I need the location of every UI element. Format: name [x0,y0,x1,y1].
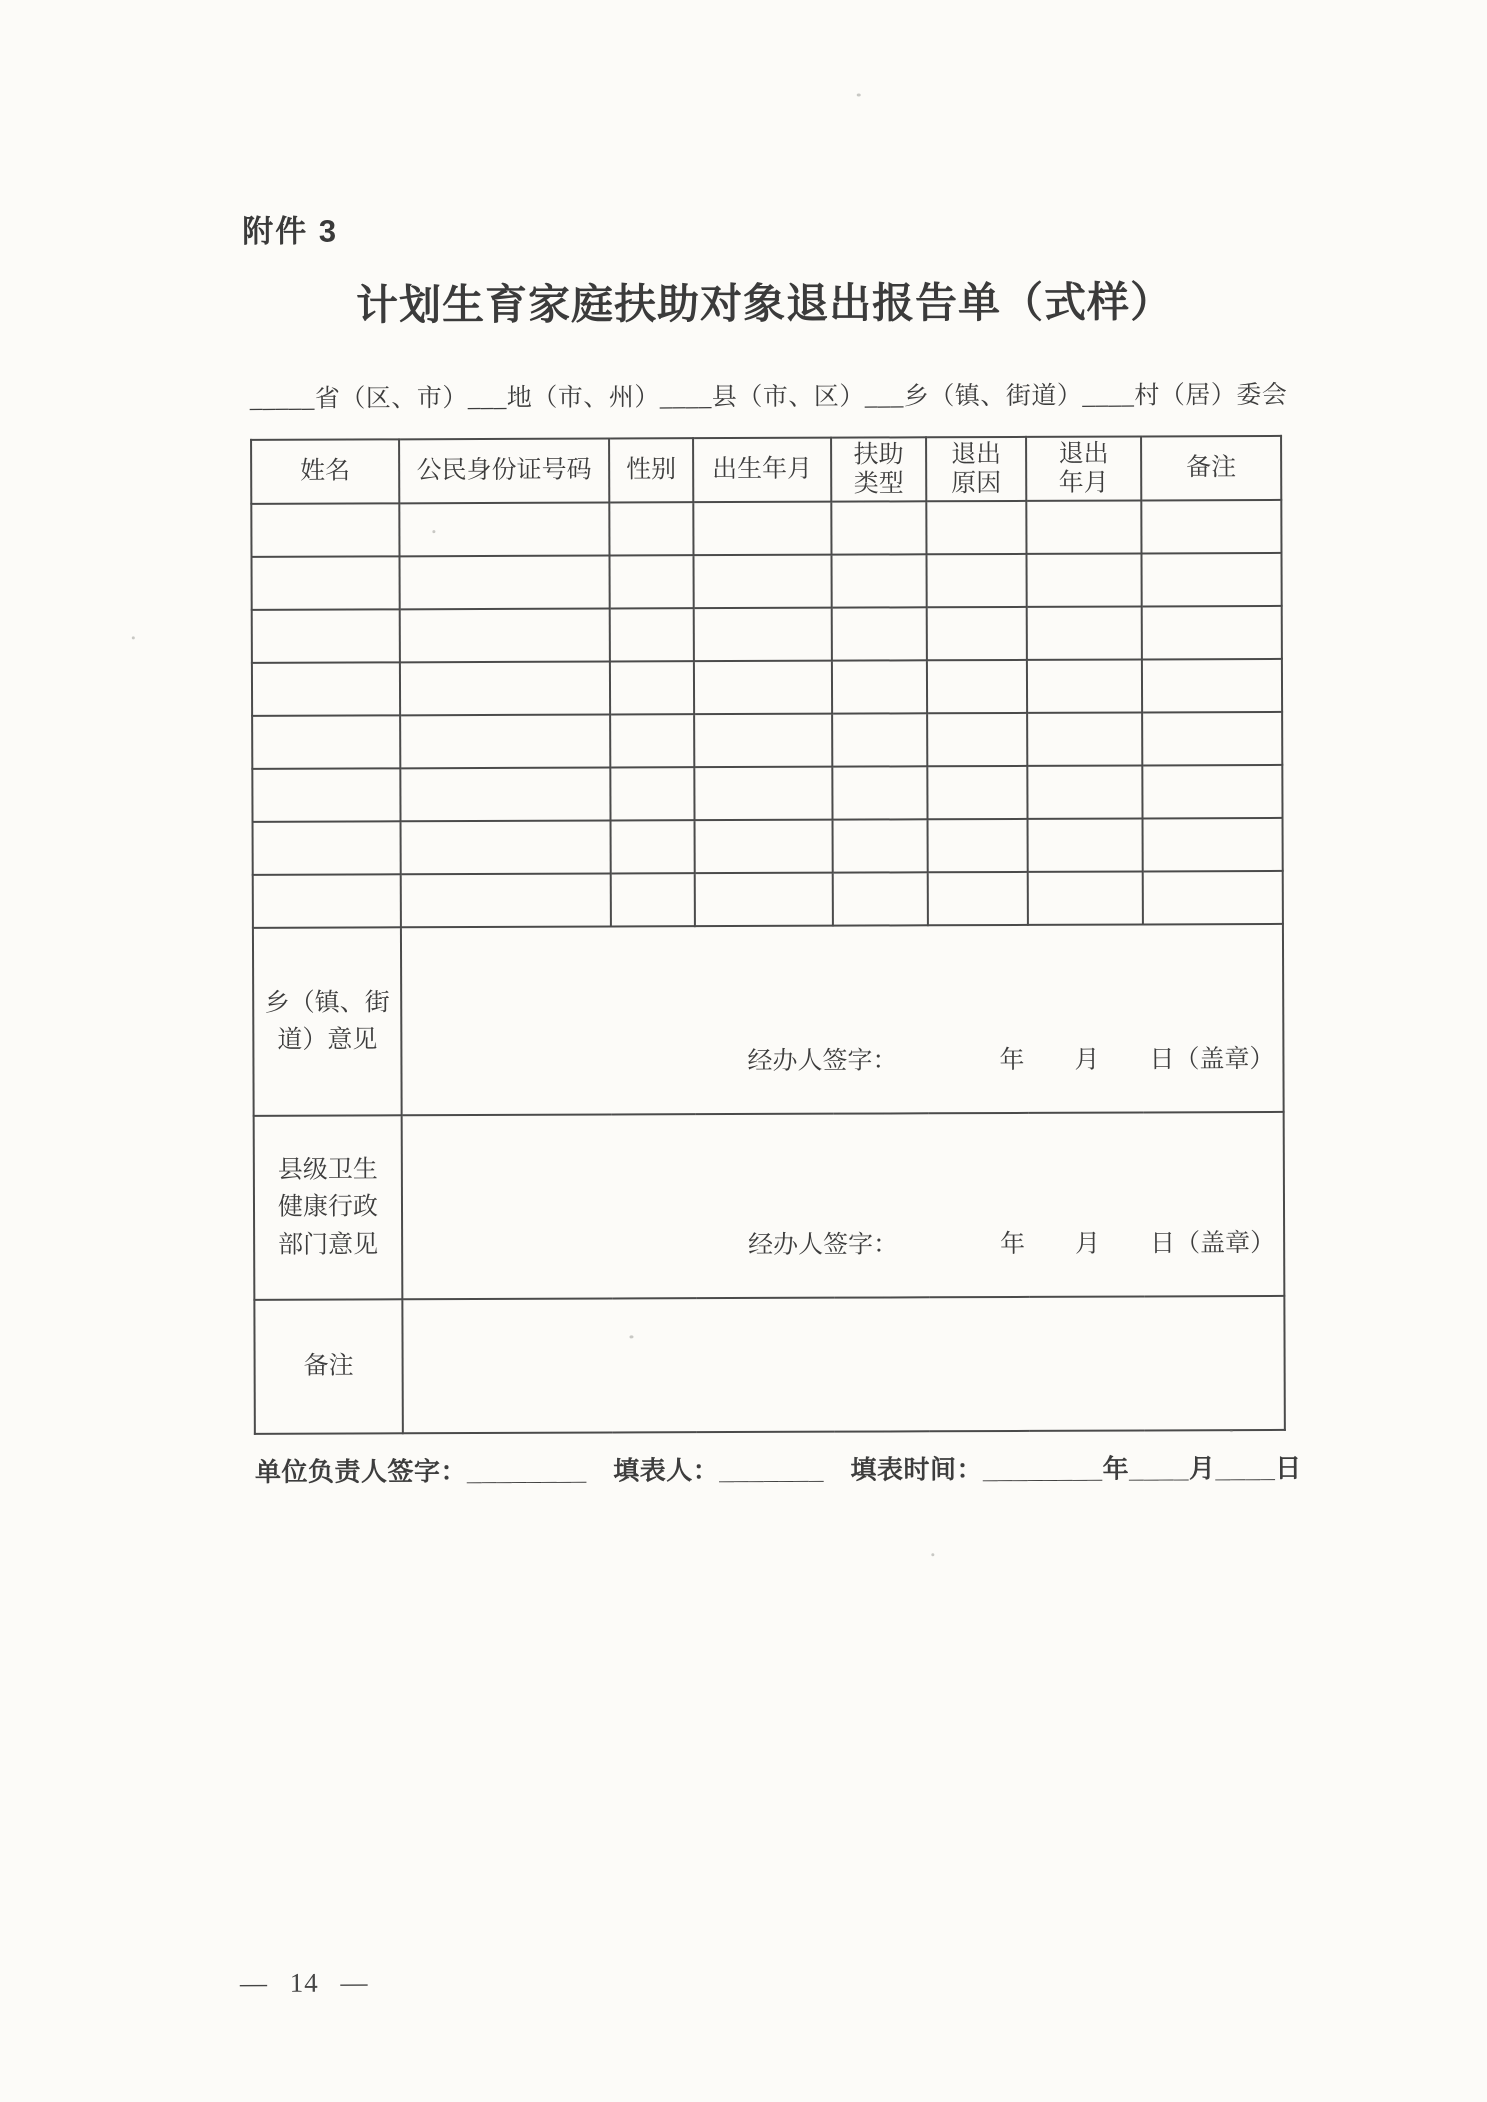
table-header-row [251,436,1281,504]
scan-speck [432,530,435,533]
empty-cell [252,662,400,716]
empty-cell [400,768,610,822]
section-label: 县级卫生 健康行政 部门意见 [254,1115,403,1300]
date-stamp-label: 年 月 日（盖章） [1000,1229,1276,1259]
empty-cell [253,821,401,875]
section-label: 备注 [254,1299,403,1434]
scan-speck [629,1335,633,1338]
empty-cell [400,662,610,716]
empty-cell [1142,765,1282,819]
empty-cell [927,766,1027,819]
empty-cell [832,660,927,713]
empty-cell [400,556,610,610]
empty-data-row [251,500,1281,557]
section-content-cell [401,924,1284,1115]
region-blank-line: _____省（区、市）___地（市、州）____县（市、区）___乡（镇、街道）____村（居）委会 [249,381,1288,413]
page-number: — 14 — [239,1967,369,1998]
empty-cell [694,767,832,821]
empty-cell [1142,659,1282,713]
empty-cell [610,555,694,608]
column-header: 退出 原因 [926,437,1026,501]
empty-cell [252,556,400,610]
empty-cell [1027,712,1142,765]
empty-cell [251,503,399,557]
scan-speck [132,636,135,639]
empty-cell [1142,606,1282,660]
column-header: 备注 [1141,436,1281,501]
empty-cell [610,767,694,820]
empty-cell [695,873,833,927]
section-row [254,1296,1285,1434]
empty-cell [610,714,694,767]
empty-cell [1142,712,1282,766]
empty-cell [695,820,833,874]
scan-speck [1230,1430,1233,1432]
date-stamp-label: 年 月 日（盖章） [999,1045,1275,1075]
empty-cell [833,819,928,872]
empty-cell [928,872,1028,925]
empty-cell [1026,500,1141,553]
empty-cell [832,607,927,660]
column-header: 公民身份证号码 [399,439,609,504]
empty-cell [927,607,1027,660]
empty-cell [831,501,926,554]
empty-cell [1028,871,1143,924]
empty-cell [611,873,695,926]
empty-cell [926,501,1026,554]
empty-cell [1028,818,1143,871]
empty-cell [833,872,928,925]
empty-data-row [253,818,1283,875]
empty-cell [610,661,694,714]
empty-cell [693,555,831,609]
empty-cell [401,821,611,875]
empty-cell [611,820,695,873]
empty-cell [1027,659,1142,712]
empty-cell [928,819,1028,872]
empty-cell [609,502,693,555]
empty-cell [401,874,611,928]
empty-cell [400,715,610,769]
section-row [254,1112,1285,1300]
empty-cell [1143,871,1283,925]
empty-data-row [252,659,1282,716]
empty-cell [252,768,400,822]
empty-cell [927,660,1027,713]
report-table [250,435,1286,1435]
sign-label: 经办人签字： [747,1047,898,1075]
sign-line [747,1039,1274,1077]
empty-cell [1027,606,1142,659]
empty-data-row [253,871,1283,928]
empty-cell [927,713,1027,766]
sign-label: 经办人签字： [748,1231,899,1259]
sign-line [748,1223,1275,1261]
empty-cell [252,715,400,769]
scan-speck [857,94,861,97]
empty-cell [610,608,694,661]
empty-cell [693,502,831,556]
empty-data-row [252,553,1282,610]
empty-cell [1141,500,1281,554]
column-header: 退出 年月 [1026,436,1141,500]
empty-cell [399,503,609,557]
empty-data-row [252,712,1282,769]
footer-signature-line: 单位负责人签字：________ 填表人：_______ 填表时间：________年____月____日 [254,1452,1302,1487]
empty-cell [1141,553,1281,607]
section-row [253,924,1284,1116]
empty-cell [831,554,926,607]
attachment-label: 附件 3 [242,213,339,249]
empty-cell [694,608,832,662]
column-header: 姓名 [251,439,399,504]
empty-cell [694,714,832,768]
empty-cell [1027,765,1142,818]
scan-speck [931,1553,934,1556]
empty-cell [1143,818,1283,872]
empty-cell [1026,553,1141,606]
empty-cell [253,874,401,928]
section-label: 乡（镇、街 道）意见 [253,927,402,1116]
column-header: 出生年月 [693,438,831,503]
column-header: 性别 [609,438,693,502]
empty-cell [832,766,927,819]
empty-cell [252,609,400,663]
empty-cell [832,713,927,766]
empty-data-row [252,606,1282,663]
section-content-cell [402,1112,1285,1299]
column-header: 扶助 类型 [831,437,926,501]
empty-data-row [252,765,1282,822]
section-content-cell [402,1296,1285,1433]
empty-cell [400,609,610,663]
page-title: 计划生育家庭扶助对象退出报告单（式样） [355,280,1174,330]
empty-cell [926,554,1026,607]
empty-cell [694,661,832,715]
